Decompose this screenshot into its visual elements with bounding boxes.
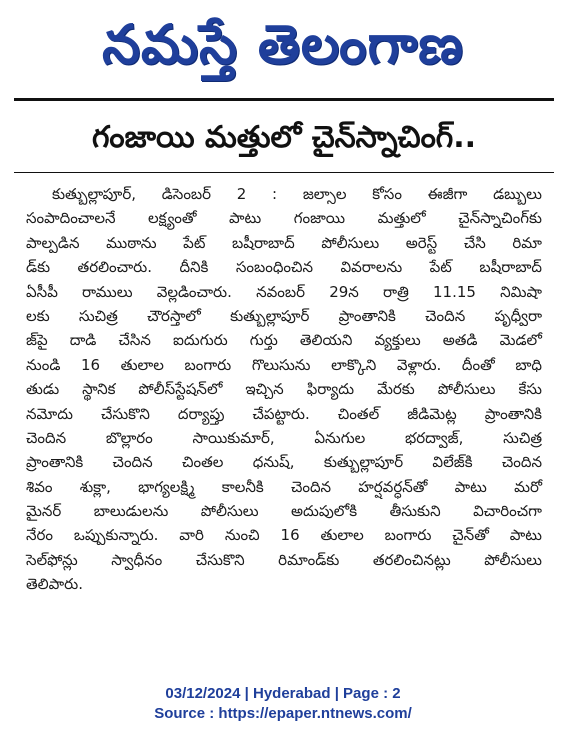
article-line: మైనర్‌ బాలుడులను పోలీసులు అదుపులోకి తీసుకుని విచారించగా — [26, 502, 542, 521]
headline-bottom-rule — [14, 172, 554, 173]
article-line: నుండి 16 తులాల బంగారు గొలుసును లాక్కొని వెళ్లారు. దీంతో బాధి — [26, 355, 542, 374]
article-line: సంపాదించాలనే లక్ష్యంతో పాటు గంజాయి మత్తులో చైన్‌స్నాచింగ్‌కు — [26, 209, 542, 228]
article-line: చెందిన బొల్లారం సాయికుమార్‌, ఏనుగుల భరద్వాజ్‌, సుచిత్ర — [26, 428, 542, 447]
article-line: లకు సుచిత్ర చౌరస్తాలో కుత్బుల్లాపూర్‌ ప్రాంతానికి చెందిన పృధ్వీరా — [26, 306, 542, 325]
article-line: జ్‌పై దాడి చేసిన ఐదుగురు గుర్తు తెలియని వ్యక్తులు అతడి మెడలో — [26, 331, 542, 350]
newspaper-masthead — [0, 0, 566, 90]
footer-date-line: 03/12/2024 | Hyderabad | Page : 2 — [165, 685, 401, 702]
article-line: డ్‌కు తరలించారు. దీనికి సంబంధించిన వివరాలను పేట్‌ బషీరాబాద్‌ — [26, 258, 542, 277]
article-line: సెల్‌ఫోన్లు స్వాధీనం చేసుకొని రిమాండ్‌కు తరలించినట్లు పోలీసులు — [26, 550, 542, 569]
article-line: నమోదు చేసుకొని దర్యాప్తు చేపట్టారు. చింతల్‌ జీడిమెట్ల ప్రాంతానికి — [26, 404, 542, 423]
article-headline: గంజాయి మత్తులో చైన్‌స్నాచింగ్‌.. — [91, 120, 477, 155]
masthead-title: నమస్తే తెలంగాణ — [102, 13, 464, 76]
article-line: తుడు స్థానిక పోలీస్‌స్టేషన్‌లో ఇచ్చిన ఫిర్యాదు మేరకు పోలీసులు కేసు — [26, 380, 542, 399]
page-footer — [0, 684, 566, 724]
article-body — [26, 182, 542, 660]
headline-top-rule — [14, 98, 554, 101]
footer-source-link[interactable]: Source : https://epaper.ntnews.com/ — [154, 705, 412, 722]
article-line: తెలిపారు. — [26, 575, 83, 594]
article-line: శివం శుక్లా, భాగ్యలక్ష్మి కాలనీకి చెందిన హర్షవర్ధన్‌తో పాటు మరో — [26, 477, 542, 496]
article-line: పాల్పడిన ముఠాను పేట్‌ బషీరాబాద్‌ పోలీసులు అరెస్ట్‌ చేసి రిమా — [26, 233, 542, 252]
article-line: కుత్బుల్లాపూర్‌, డిసెంబర్‌ 2 : జల్సాల కోసం ఈజీగా డబ్బులు — [52, 185, 542, 203]
article-line: ఏసీపీ రాములు వెల్లడించారు. నవంబర్‌ 29న రాత్రి 11.15 నిమిషా — [26, 282, 542, 301]
article-line: నేరం ఒప్పుకున్నారు. వారి నుంచి 16 తులాల బంగారు చైన్‌తో పాటు — [26, 526, 542, 545]
article-line: ప్రాంతానికి చెందిన చింతల ధనుష్‌, కుత్బుల్లాపూర్‌ విలేజ్‌కి చెందిన — [26, 453, 542, 472]
